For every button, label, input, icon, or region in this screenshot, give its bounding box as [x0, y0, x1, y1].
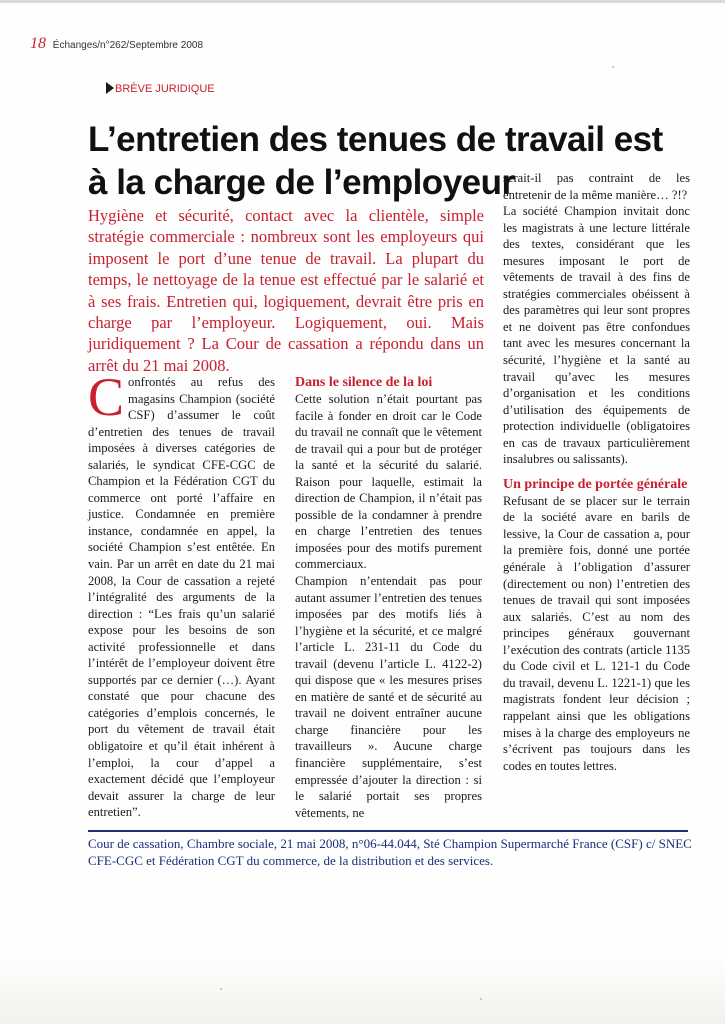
subhead-silence-loi: Dans le silence de la loi [295, 375, 433, 390]
article-column-1 [88, 367, 275, 821]
scan-speck [612, 66, 614, 68]
column-3-paragraph-2: La société Champion invitait donc les magistrats à une lecture littérale des textes, considérant que les mesures imposant le port de vêtements de travail à des fins de stratégies commerciales obéissent à des paramètres qui leur sont propres et ne doivent pas être confondues tant avec les mesures concernant la sécurité, l’hygiène et la santé au travail qu’avec les mesures d’organisation et les conditions d’utilisation des équipements de protection individuelle (obligatoires en cas de travaux particulièrement insalubres ou salissants). [503, 204, 690, 467]
column-2-paragraph-2: Champion n’entendait pas pour autant assumer l’entretien des tenues imposées par des motifs liés à l’hygiène et la sécurité, et ce malgré l’article L. 231-11 du Code du travail (devenu l’article L. 4122-2) qui dispose que « les mesures prises en matière de santé et de sécurité au travail ne doivent entraîner aucune charge financière pour les travailleurs ». Aucune charge financière supplémentaire, s’est empressée d’ajouter la direction : si le salarié portait ses propres vêtements, ne [295, 574, 482, 820]
scan-top-edge [0, 0, 725, 3]
column-3-paragraph-1: serait-il pas contraint de les entretenir de la même manière… ?!? [503, 171, 690, 202]
article-headline: L’entretien des tenues de travail est à la charge de l’employeur [88, 120, 663, 202]
article-column-2 [295, 374, 482, 821]
subhead-principe-portee: Un principe de portée générale [503, 476, 688, 492]
court-source-reference: Cour de cassation, Chambre sociale, 21 mai 2008, n°06-44.044, Sté Champion Supermarché France (CSF) c/ SNEC CFE-CGC et Fédération CGT du commerce, de la distribution et des services. [88, 836, 692, 868]
article-column-3 [503, 170, 690, 774]
issue-reference: Échanges/n°262/Septembre 2008 [52, 40, 204, 51]
scan-speck [480, 998, 482, 1000]
section-rubric [106, 82, 215, 95]
article-lead: Hygiène et sécurité, contact avec la clientèle, simple stratégie commerciale : nombreux sont les employeurs qui imposent le port d’une tenue de travail. La plupart du temps, le nettoyage de la tenue est effectué par le salarié et à ses frais. Entretien qui, logiquement, devrait être pris en charge par l’employeur. Logiquement, oui. Mais juridiquement ? La Cour de cassation a répondu dans un arrêt du 21 mai 2008. [88, 206, 484, 375]
drop-cap: C [88, 367, 125, 427]
column-3-paragraph-3: Refusant de se placer sur le terrain de la société avare en barils de lessive, la Cour de cassation a, pour la première fois, donné une portée générale à l’obligation d’assurer (directement ou non) l’entretien des tenues de travail qui sont imposées aux salariés. C’est au nom des principes généraux gouvernant l’exécution des contrats (article 1135 du Code civil et L. 121-1 du Code du travail, devenu L. 1221-1) que les magistrats fondent leur décision ; rappelant ainsi que les obligations mises à la charge des employeurs ne s’écrivent pas toujours dans les codes en toutes lettres. [503, 493, 690, 773]
column-1-body: onfrontés au refus des magasins Champion (société CSF) d’assumer le coût d’entretien des tenues de travail imposées à diverses catégories de salariés, le syndicat CFE-CGC de Champion et la Fédération CGT du commerce ont porté l’affaire en justice. Condamnée en première instance, condamnée en appel, la société Champion s’est entêtée. En vain. Par un arrêt en date du 21 mai 2008, la Cour de cassation a rejeté l’intégralité des arguments de la direction : “Les frais qu’un salarié expose pour les besoins de son activité professionnelle et dans l’intérêt de l’employeur doivent être supportés par ce dernier (…). Ayant constaté que pour chacune des catégories d’emplois concernés, le port du vêtement de travail était obligatoire et qu’il était inhérent à l’emploi, la cour d’appel a exactement décidé que l’employeur devait assurer la charge de leur entretien”. [88, 375, 275, 820]
rubric-label: BRÈVE JURIDIQUE [115, 83, 215, 95]
column-2-paragraph-1: Cette solution n’était pourtant pas facile à fonder en droit car le Code du travail ne connaît que le vêtement de travail qui a pour but de protéger la santé et la sécurité du salarié. Raison pour laquelle, estimait la direction de Champion, il n’était pas possible de la condamner à prendre en charge l’entretien des tenues imposées pour des motifs purement commerciaux. [295, 392, 482, 572]
source-divider [88, 830, 688, 832]
triangle-bullet-icon [106, 82, 114, 94]
page-number: 18 [30, 35, 46, 52]
scan-bottom-shadow [0, 954, 725, 1024]
page-folio [30, 35, 203, 53]
scan-speck [220, 988, 222, 990]
